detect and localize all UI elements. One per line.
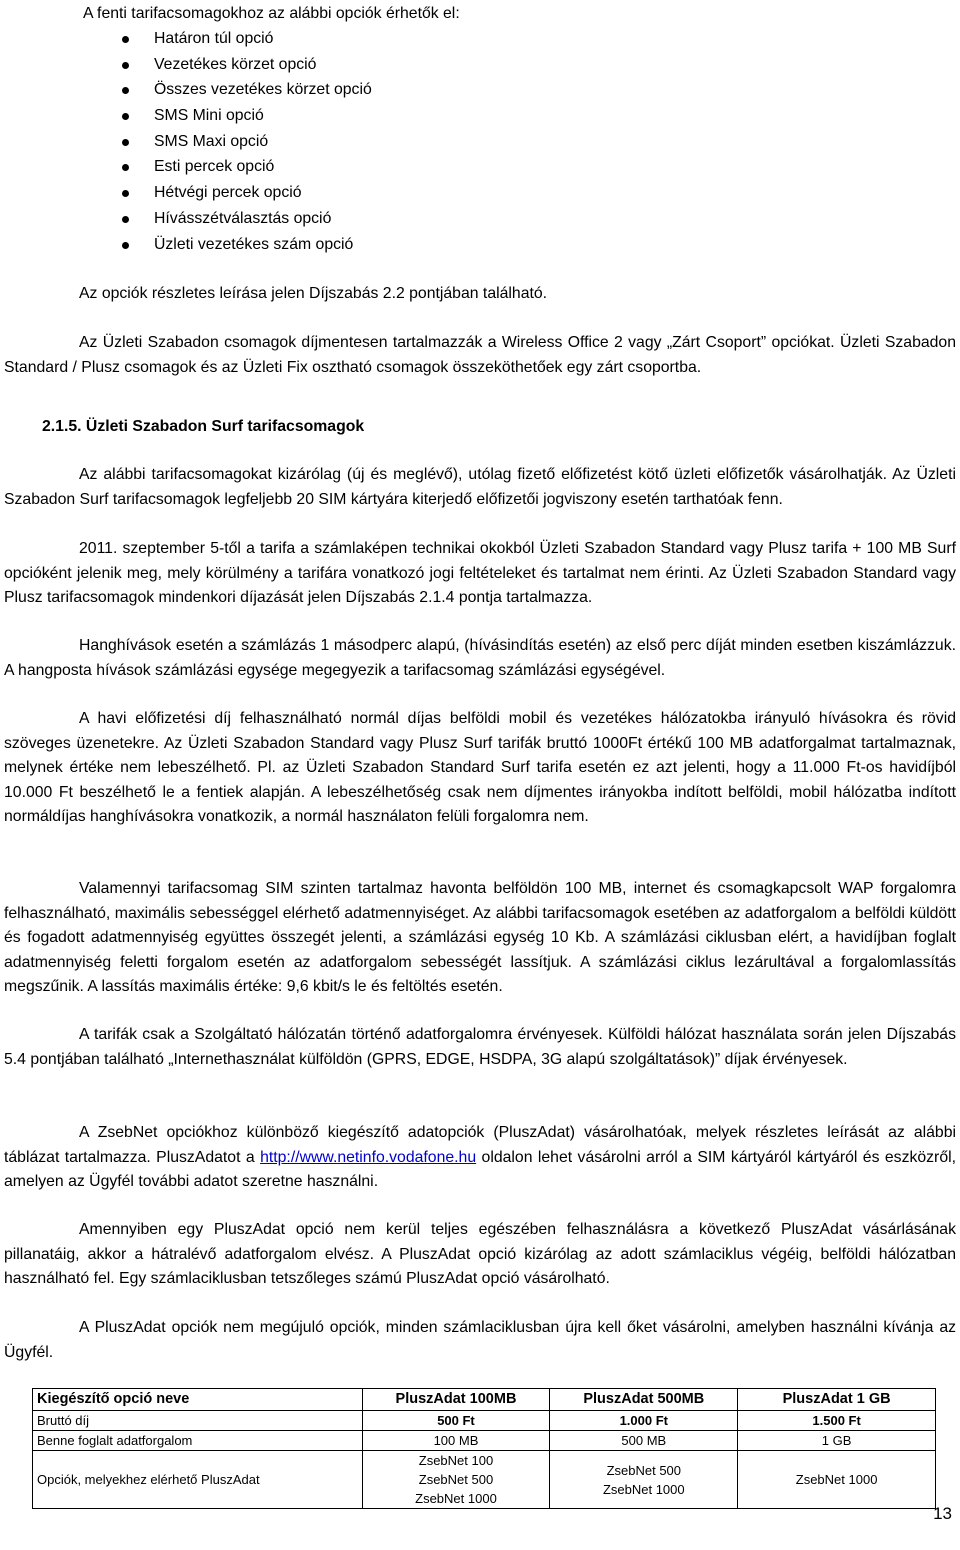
bullet-icon	[122, 242, 129, 249]
bullet-icon	[122, 62, 129, 69]
paragraph-pluszadat-renewal: A PluszAdat opciók nem megújuló opciók, minden számlaciklusban újra kell őket vásárolni, amelyben használni kívánja az Ügyfél.	[4, 1319, 956, 1361]
table-cell: 100 MB	[362, 1431, 550, 1451]
bullet-icon	[122, 113, 129, 120]
table-header-cell: PluszAdat 1 GB	[738, 1389, 936, 1411]
paragraph-options-detail: Az opciók részletes leírása jelen Díjszabás 2.2 pontjában található.	[79, 285, 548, 302]
table-cell: ZsebNet 1000	[738, 1451, 936, 1509]
table-cell: Benne foglalt adatforgalom	[33, 1431, 363, 1451]
list-item: SMS Mini opció	[4, 103, 372, 129]
table-cell: 1.000 Ft	[550, 1411, 738, 1431]
paragraph-roaming: A tarifák csak a Szolgáltató hálózatán történő adatforgalomra érvényesek. Külföldi hálózat használata során jelen Díjszabás 5.4 pontjában található „Internethasználat külföldön (GPRS, EDGE, HSDPA, 3G alapú szolgáltatások)” díjak érvényesek.	[4, 1026, 956, 1068]
bullet-icon	[122, 164, 129, 171]
paragraph-wireless-office: Az Üzleti Szabadon csomagok díjmentesen tartalmazzák a Wireless Office 2 vagy „Zárt Csoport” opciókat. Üzleti Szabadon Standard / Plusz csomagok és az Üzleti Fix osztható csomagok összeköthetőek egy zárt csoportba.	[4, 334, 956, 376]
list-item: Üzleti vezetékes szám opció	[4, 232, 372, 258]
bullet-icon	[122, 139, 129, 146]
page-number: 13	[933, 1504, 952, 1523]
table-cell: ZsebNet 100 ZsebNet 500 ZsebNet 1000	[362, 1451, 550, 1509]
list-item: Vezetékes körzet opció	[4, 52, 372, 78]
paragraph-pluszadat-expiry: Amennyiben egy PluszAdat opció nem kerül teljes egészében felhasználásra a következő PluszAdat vásárlásának pillanatáig, akkor a hátralévő adatforgalom elvész. A PluszAdat opció kizárólag az adott számlaciklus végéig, belföldi hálózatban használható fel. Egy számlaciklusban tetszőleges számú PluszAdat opció vásárolható.	[4, 1221, 956, 1288]
paragraph-data-volume: Valamennyi tarifacsomag SIM szinten tartalmaz havonta belföldön 100 MB, internet és csomagkapcsolt WAP forgalomra felhasználható, maximális sebességgel elérhető adatmennyiséget. Az alábbi tarifacsomagok esetében az adatforgalom a belföldi küldött és fogadott adatmennyiség együttes összegét jelenti, a számlázási egység 10 Kb. A számlázási ciklusban elért, a havidíjban foglalt adatmennyiség feletti forgalom esetén az adatforgalom sebességét lassítjuk. A számlázási ciklus lezárultával a forgalomlassítás megszűnik. A lassítás maximális értéke: 9,6 kbit/s le és feltöltés esetén.	[4, 880, 956, 996]
paragraph-monthly-fee: A havi előfizetési díj felhasználható normál díjas belföldi mobil és vezetékes hálózatokba irányuló hívásokra és rövid szöveges üzenetekre. Az Üzleti Szabadon Standard vagy Plusz Surf tarifák bruttó 1000Ft értékű 100 MB adatforgalmat tartalmaznak, melynek értéke nem lebeszélhető. Pl. az Üzleti Szabadon Standard Surf tarifa esetén ez azt jelenti, hogy a 11.000 Ft-os havidíjból 10.000 Ft beszélhető le a fentiek alapján. A lebeszélhetőség csak nem díjmentes irányokba indított belföldi, mobil hálózatba indított normáldíjas hanghívásokra vonatkozik, a normál használaton felüli forgalomra nem.	[4, 710, 956, 826]
list-item: Hétvégi percek opció	[4, 180, 372, 206]
list-item: Hívásszétválasztás opció	[4, 206, 372, 232]
table-row	[33, 1451, 936, 1509]
table-header-row	[33, 1389, 936, 1411]
bullet-icon	[122, 190, 129, 197]
list-item: SMS Maxi opció	[4, 129, 372, 155]
options-list	[4, 26, 372, 257]
paragraph-voice-billing: Hanghívások esetén a számlázás 1 másodperc alapú, (hívásindítás esetén) az első perc díját minden esetben kiszámlázzuk. A hangposta hívások számlázási egysége megegyezik a tarifacsomag számlázási egységével.	[4, 637, 956, 679]
list-item: Határon túl opció	[4, 26, 372, 52]
paragraph-billing-display: 2011. szeptember 5-től a tarifa a számlaképen technikai okokból Üzleti Szabadon Standard vagy Plusz tarifa + 100 MB Surf opcióként jelenik meg, mely körülmény a tarifára vonatkozó jogi feltételeket és tartalmat nem érinti. Az Üzleti Szabadon Standard vagy Plusz tarifacsomagok mindenkori díjazását jelen Díjszabás 2.1.4 pontja tartalmazza.	[4, 540, 956, 607]
table-row	[33, 1411, 936, 1431]
paragraph-pluszadat-intro: A ZsebNet opciókhoz különböző kiegészítő adatopciók (PluszAdat) vásárolhatóak, melyek részletes leírását az alábbi táblázat tartalmazza. PluszAdatot a http://www.netinfo.vodafone.hu oldalon lehet vásárolni arról a SIM kártyáról kártyáról és eszközről, amelyen az Ügyfél további adatot szeretne használni.	[4, 1124, 956, 1191]
table-cell: 1.500 Ft	[738, 1411, 936, 1431]
bullet-icon	[122, 36, 129, 43]
bullet-icon	[122, 87, 129, 94]
table-header-cell: Kiegészítő opció neve	[33, 1389, 363, 1411]
table-row	[33, 1431, 936, 1451]
table-cell: 500 MB	[550, 1431, 738, 1451]
table-header-cell: PluszAdat 100MB	[362, 1389, 550, 1411]
paragraph-eligibility: Az alábbi tarifacsomagokat kizárólag (új és meglévő), utólag fizető előfizetést kötő üzleti előfizetők vásárolhatják. Az Üzleti Szabadon Surf tarifacsomagok legfeljebb 20 SIM kártyára kiterjedő előfizetői jogviszony esetén tarthatóak fenn.	[4, 466, 956, 508]
table-cell: Bruttó díj	[33, 1411, 363, 1431]
list-item: Esti percek opció	[4, 154, 372, 180]
section-heading: 2.1.5. Üzleti Szabadon Surf tarifacsomagok	[42, 418, 365, 435]
pluszadat-table	[32, 1388, 936, 1509]
table-cell: ZsebNet 500 ZsebNet 1000	[550, 1451, 738, 1509]
netinfo-link[interactable]: http://www.netinfo.vodafone.hu	[260, 1148, 477, 1166]
options-intro: A fenti tarifacsomagokhoz az alábbi opciók érhetők el:	[83, 5, 460, 22]
bullet-icon	[122, 216, 129, 223]
list-item: Összes vezetékes körzet opció	[4, 77, 372, 103]
table-cell: Opciók, melyekhez elérhető PluszAdat	[33, 1451, 363, 1509]
table-cell: 1 GB	[738, 1431, 936, 1451]
table-cell: 500 Ft	[362, 1411, 550, 1431]
table-header-cell: PluszAdat 500MB	[550, 1389, 738, 1411]
